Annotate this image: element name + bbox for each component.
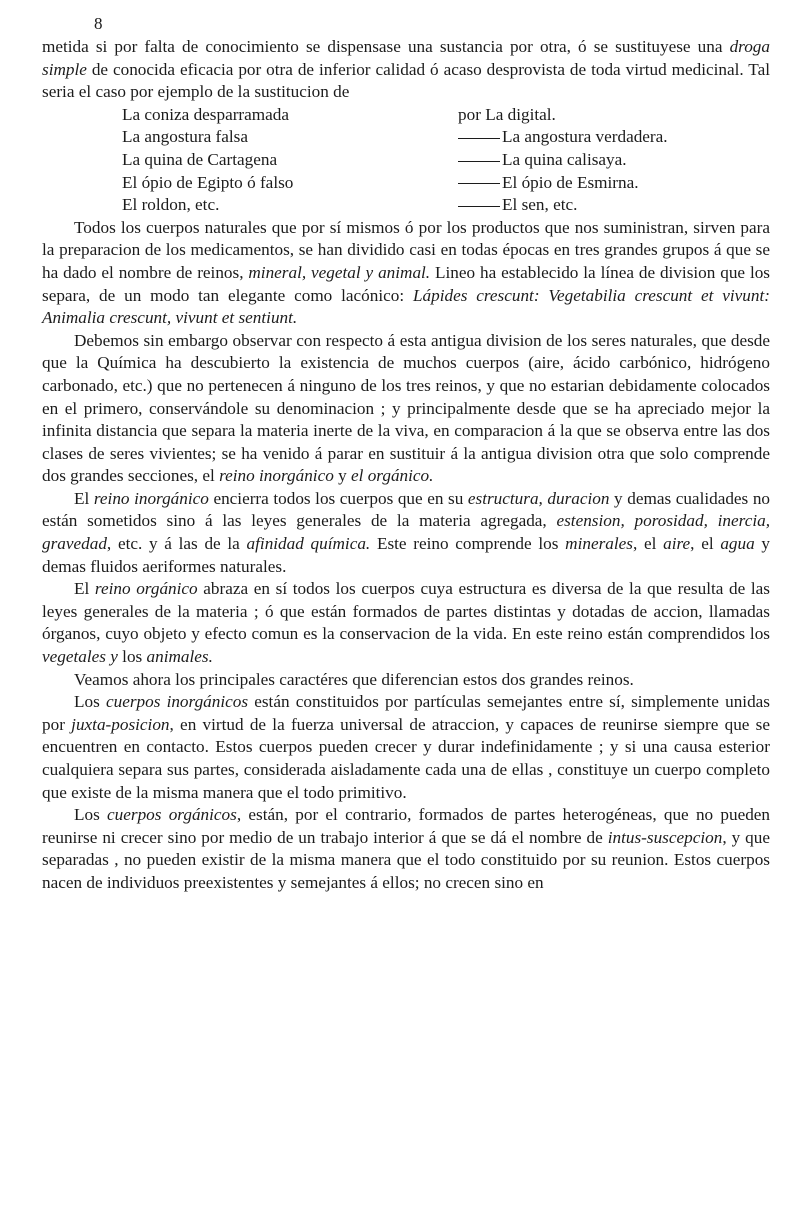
substitution-left: La coniza desparramada [122, 104, 289, 124]
paragraph-3: Debemos sin embargo observar con respecto á esta antigua division de los seres naturales, que desde que la Química ha descubierto la existencia de muchos cuerpos (aire, ácido carbónico, hidrógeno carbonado, etc.) que no pertenecen á ninguno de los tres reinos, y que no estarian debidamente colocados en el primero, conservándole su denominacion ; y principalmente desde que se ha apreciado mejor la infinita distancia que separa la materia inerte de la viva, en comparacion á la que se observa entre las dos clases de seres vivientes; se ha venido á parar en sustituir á la antigua division otra que solo comprende dos grandes secciones, el reino inorgánico y el orgánico. [42, 330, 770, 486]
paragraph-7: Los cuerpos inorgánicos están constituidos por partículas semejantes entre sí, simplemente unidas por juxta-posicion, en virtud de la fuerza universal de atraccion, y capaces de reunirse siempre que se encuentren en contacto. Estos cuerpos pueden crecer y durar indefinidamente ; y si una causa esterior cualquiera separa sus partes, considerada aisladamente cada una de ellas , constituye un cuerpo completo que existe de la misma manera que el todo primitivo. [42, 692, 770, 802]
body-text [42, 36, 770, 104]
substitution-right: El sen, etc. [458, 194, 770, 217]
dash-rule [458, 161, 500, 162]
paragraph-2: Todos los cuerpos naturales que por sí mismos ó por los productos que nos suministran, sirven para la preparacion de los medicamentos, se han dividido casi en todas épocas en tres grandes grupos á que se ha dado el nombre de reinos, mineral, vegetal y animal. Lineo ha establecido la línea de division que los separa, de un modo tan elegante como lacónico: Lápides crescunt: Vegetabilia crescunt et vivunt: Animalia crescunt, vivunt et sentiunt. [42, 217, 770, 328]
paragraph-8: Los cuerpos orgánicos, están, por el contrario, formados de partes heterogéneas, que no pueden reunirse ni crecer sino por medio de un trabajo interior á que se dá el nombre de intus-suscepcion, y que separadas , no pueden existir de la misma manera que el todo constituido por su reunion. Estos cuerpos nacen de individuos preexistentes y semejantes á ellos; no crecen sino en [42, 805, 771, 892]
substitution-right: La angostura verdadera. [458, 126, 770, 149]
paragraph-1: metida si por falta de conocimiento se dispensase una sustancia por otra, ó se sustituyese una droga simple de conocida eficacia por otra de inferior calidad ó acaso desprovista de toda virtud medicinal. Tal seria el caso por ejemplo de la sustitucion de [42, 37, 770, 102]
substitution-left: El ópio de Egipto ó falso [122, 172, 294, 192]
substitution-right: El ópio de Esmirna. [458, 172, 770, 195]
substitution-right: La quina calisaya. [458, 149, 770, 172]
substitution-left: El roldon, etc. [122, 195, 220, 215]
dash-rule [458, 183, 500, 184]
paragraph-5: El reino orgánico abraza en sí todos los cuerpos cuya estructura es diversa de la que resulta de las leyes generales de la materia ; ó que están formados de partes distintas y dotadas de accion, llamadas órganos, cuyo objeto y efecto comun es la conservacion de la vida. En este reino están comprendidos los vegetales y los animales. [42, 579, 770, 667]
page-number: 8 [94, 14, 103, 33]
substitution-left: La angostura falsa [122, 127, 248, 147]
dash-rule [458, 138, 500, 139]
substitution-left: La quina de Cartagena [122, 149, 278, 169]
paragraph-4: El reino inorgánico encierra todos los cuerpos que en su estructura, duracion y demas cualidades no están sometidos sino á las leyes generales de la materia agregada, estension, porosidad, inercia, gravedad, etc. y á las de la afinidad química. Este reino comprende los minerales, el aire, el agua y demas fluidos aeriformes naturales. [42, 488, 771, 576]
body-text-continued [42, 217, 770, 895]
substitution-right: por La digital. [458, 104, 556, 124]
paragraph-6: Veamos ahora los principales caractéres que diferencian estos dos grandes reinos. [74, 669, 634, 689]
substitution-list [122, 104, 770, 217]
dash-rule [458, 206, 500, 207]
